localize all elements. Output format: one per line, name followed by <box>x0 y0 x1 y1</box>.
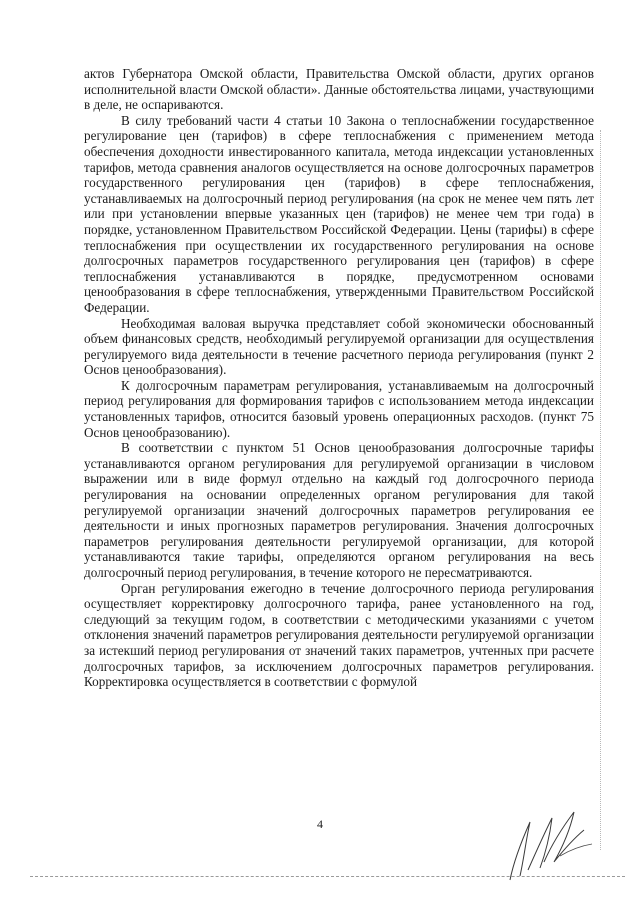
paragraph-1: актов Губернатора Омской области, Правительства Омской области, других органов исполнительной власти Омской области». Данные обстоятельства лицами, участвующими в деле, не оспариваются. <box>84 66 594 113</box>
scan-margin-line <box>600 130 601 850</box>
document-body <box>84 66 594 690</box>
bottom-scan-rule <box>30 876 625 878</box>
page-number: 4 <box>317 817 323 831</box>
paragraph-6: Орган регулирования ежегодно в течение долгосрочного периода регулирования осуществляет корректировку долгосрочного тарифа, ранее установленного на год, следующий за текущим годом, в соответствии с методическими указаниями с учетом отклонения значений параметров регулирования деятельности регулируемой организации за истекший период регулирования от значений таких параметров, учтенных при расчете долгосрочных тарифов, за исключением долгосрочных параметров регулирования. Корректировка осуществляется в соответствии с формулой <box>84 580 594 690</box>
paragraph-3: Необходимая валовая выручка представляет собой экономически обоснованный объем финансовых средств, необходимый регулируемой организации для осуществления регулируемого вида деятельности в течение расчетного периода регулирования (пункт 2 Основ ценообразования). <box>84 315 594 378</box>
paragraph-4: К долгосрочным параметрам регулирования, устанавливаемым на долгосрочный период регулирования для формирования тарифов с использованием метода индексации установленных тарифов, относится базовый уровень операционных расходов. (пункт 75 Основ ценообразованию). <box>84 377 594 440</box>
paragraph-5: В соответствии с пунктом 51 Основ ценообразования долгосрочные тарифы устанавливаются органом регулирования для регулируемой организации в числовом выражении или в виде формул отдельно на каждый год долгосрочного периода регулирования на основании определенных органом регулирования для такой регулируемой организации значений долгосрочных параметров регулирования ее деятельности и иных прогнозных параметров регулирования. Значения долгосрочных параметров регулирования деятельности регулируемой организации, для которой устанавливаются такие тарифы, определяются органом регулирования на весь долгосрочный период регулирования, в течение которого не пересматриваются. <box>84 440 594 580</box>
paragraph-2: В силу требований части 4 статьи 10 Закона о теплоснабжении государственное регулирование цен (тарифов) в сфере теплоснабжения с применением метода обеспечения доходности инвестированного капитала, метода индексации установленных тарифов, метода сравнения аналогов осуществляется на основе долгосрочных параметров государственного регулирования цен (тарифов) в сфере теплоснабжения, устанавливаемых на долгосрочный период регулирования (на срок не менее чем пять лет или при установлении впервые указанных цен (тарифов) не менее чем три года) в порядке, установленном Правительством Российской Федерации. Цены (тарифы) в сфере теплоснабжения при осуществлении их государственного регулирования на основе долгосрочных параметров государственного регулирования цен (тарифов) в сфере теплоснабжения устанавливаются в порядке, предусмотренном основами ценообразования в сфере теплоснабжения, утвержденными Правительством Российской Федерации. <box>84 112 594 315</box>
